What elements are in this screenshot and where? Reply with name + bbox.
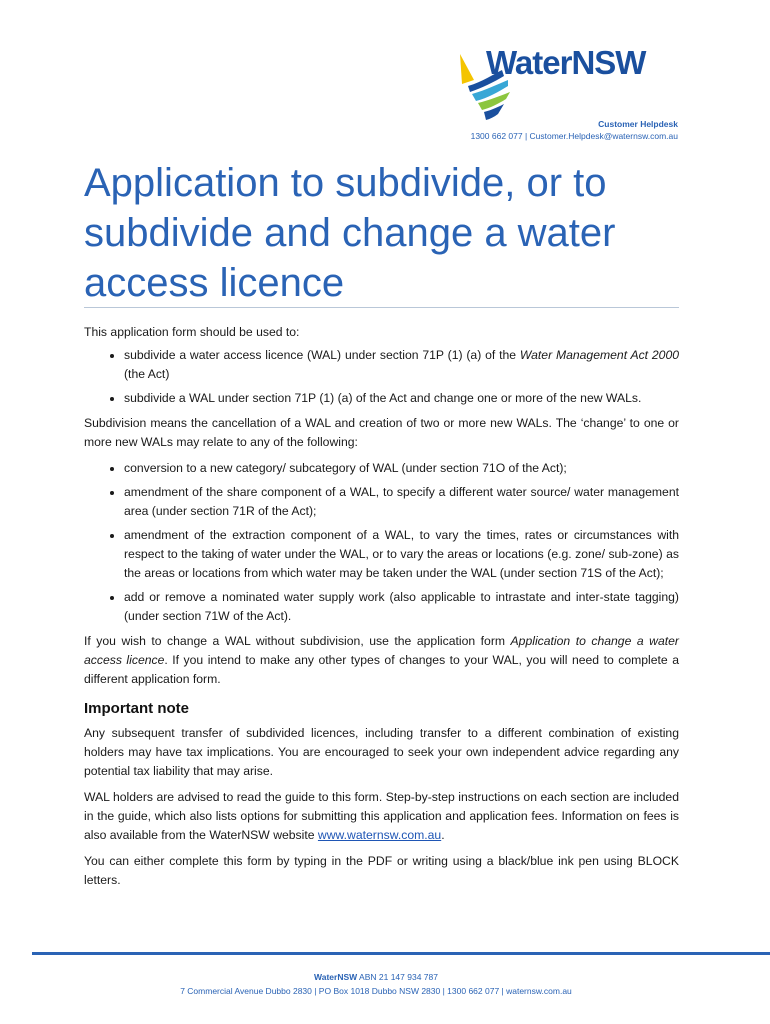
title-line-2: subdivide and change a water [84,211,616,255]
intro-text: This application form should be used to: [84,325,300,339]
document-title [84,158,684,308]
usage-item-subdivide-change: • subdivide a WAL under section 71P (1) (a) of the Act and change one or more of the new WALs. [124,389,679,408]
change-para-start: If you wish to change a WAL without subdivision, use the application form [84,634,511,648]
change-types-list [84,459,679,626]
waternsw-logo [458,44,683,122]
important-note-heading: Important note [84,700,189,717]
page-footer [32,970,720,998]
waternsw-website-link[interactable]: www.waternsw.com.au [317,828,442,842]
change-type-item: • amendment of the share component of a WAL, to specify a different water source/ water management area (under section 71R of the Act); [124,483,679,521]
act-name: Water Management Act 2000 [519,348,679,362]
change-without-subdivision-text [84,632,679,689]
helpdesk-contact: 1300 662 077 | Customer.Helpdesk@waternsw.com.au [470,131,678,141]
helpdesk-contact-block [471,118,678,142]
usage-item-subdivide [124,346,679,384]
usage-list [84,346,679,408]
tax-implications-text: Any subsequent transfer of subdivided licences, including transfer to a different combination of existing holders may have tax implications. You are encouraged to seek your own independent advice regarding any potential tax liability that may arise. [84,726,679,778]
subdivision-definition: Subdivision means the cancellation of a WAL and creation of two or more new WALs. The ‘change’ to one or more new WALs may relate to any of the following: [84,416,679,449]
logo-wordmark: WaterNSW [486,44,646,81]
change-type-item: • amendment of the extraction component of a WAL, to vary the times, rates or circumstances with respect to the taking of water under the WAL, or to vary the areas or locations (e.g. zone/ sub-zone) as the areas or locations from which water may be taken under the WAL (under section 71S of the Act); [124,526,679,583]
footer-abn: ABN 21 147 934 787 [357,972,438,982]
guide-advice-text [84,788,679,845]
usage-item-text-end: (the Act) [124,367,170,381]
guide-advice-start: WAL holders are advised to read the guide to this form. Step-by-step instructions on each section are included in the guide, which also lists options for submitting this application and application fees. Information on fees is also available from the WaterNSW website [84,790,679,842]
change-type-item: • add or remove a nominated water supply work (also applicable to intrastate and inter-state tagging) (under section 71W of the Act). [124,588,679,626]
title-line-1: Application to subdivide, or to [84,161,607,205]
footer-divider [32,952,770,955]
usage-item-text: subdivide a water access licence (WAL) under section 71P (1) (a) of the [124,348,520,362]
footer-abn-line [32,970,720,984]
guide-advice-end: . [441,828,445,842]
footer-address: 7 Commercial Avenue Dubbo 2830 | PO Box 1018 Dubbo NSW 2830 | 1300 662 077 | waternsw.com.au [180,986,572,996]
document-body [84,323,679,897]
footer-org: WaterNSW [314,972,358,982]
completion-instructions: You can either complete this form by typing in the PDF or writing using a black/blue ink pen using BLOCK letters. [84,854,679,887]
title-line-3: access licence [84,261,345,305]
change-type-item: • conversion to a new category/ subcategory of WAL (under section 71O of the Act); [124,459,679,478]
helpdesk-title: Customer Helpdesk [598,119,678,129]
title-divider [84,307,679,308]
related-form-name: Application to change a water access licence [84,634,679,667]
change-para-end: . If you intend to make any other types of changes to your WAL, you will need to complete a different application form. [84,653,679,686]
